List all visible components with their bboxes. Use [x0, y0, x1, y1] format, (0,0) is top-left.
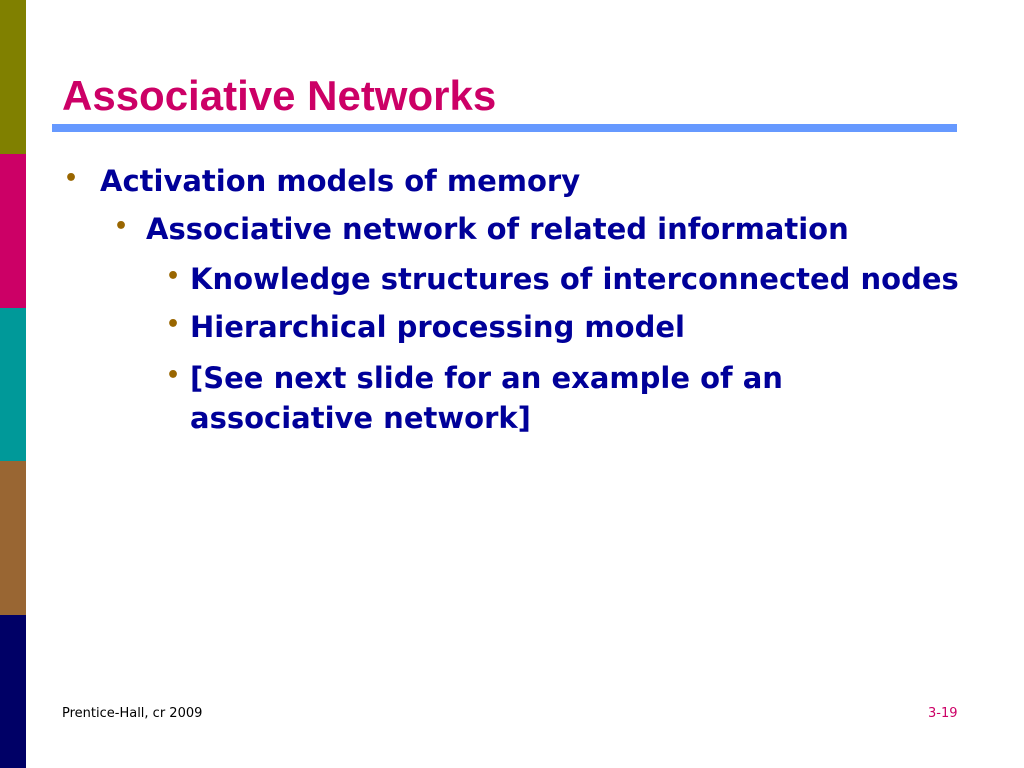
- bullet-text: [See next slide for an example of an: [190, 361, 783, 395]
- bullet-dot: •: [114, 214, 129, 239]
- side-stripe-olive: [0, 0, 26, 154]
- side-stripe-teal: [0, 308, 26, 461]
- bullet-dot: •: [166, 312, 181, 337]
- slide-page-number: 3-19: [928, 706, 958, 721]
- bullet-level1: [64, 161, 581, 201]
- slide-title: Associative Networks: [62, 72, 497, 119]
- bullet-text: Associative network of related information: [146, 212, 849, 246]
- bullet-level3: [166, 259, 959, 299]
- title-underline: [52, 124, 957, 132]
- bullet-level3: [166, 358, 783, 438]
- bullet-text: Knowledge structures of interconnected nodes: [190, 262, 959, 296]
- side-stripe-magenta: [0, 154, 26, 308]
- side-stripe-brown: [0, 461, 26, 615]
- bullet-level2: [114, 209, 849, 249]
- bullet-dot: •: [166, 264, 181, 289]
- side-stripe-navy: [0, 615, 26, 768]
- bullet-dot: •: [64, 166, 79, 191]
- footer-credit: Prentice-Hall, cr 2009: [62, 706, 203, 721]
- bullet-level3: [166, 307, 685, 347]
- bullet-text-continued: associative network]: [190, 401, 531, 435]
- bullet-dot: •: [166, 363, 181, 388]
- bullet-text: Hierarchical processing model: [190, 310, 685, 344]
- bullet-text: Activation models of memory: [100, 164, 581, 198]
